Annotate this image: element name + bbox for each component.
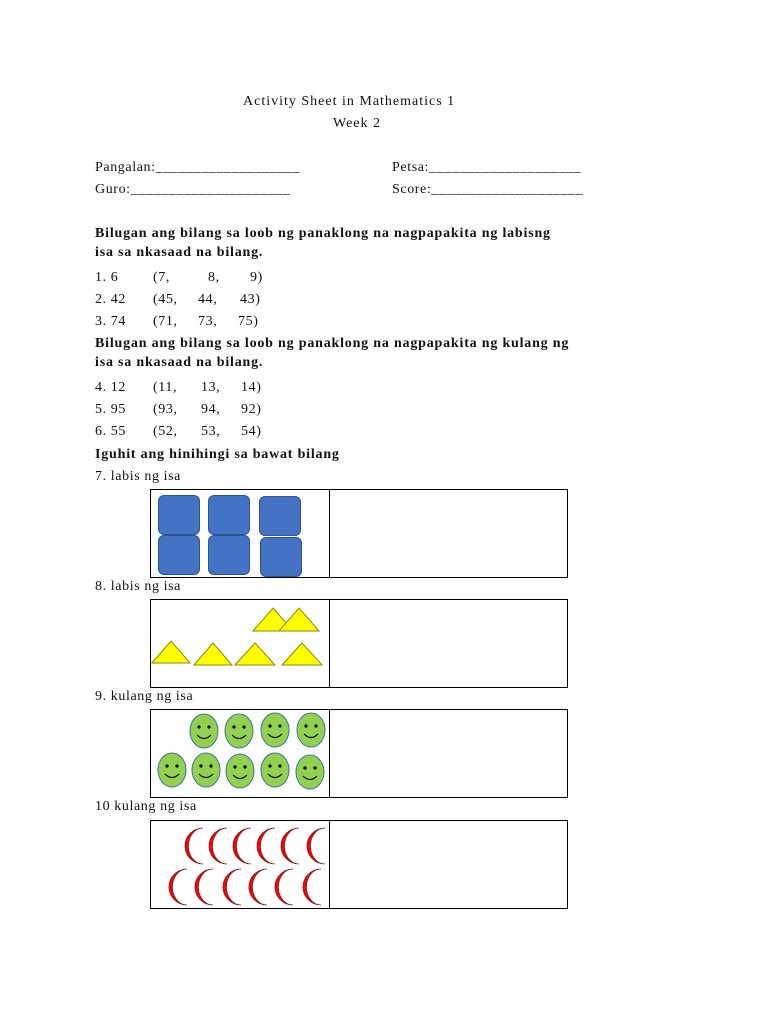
drawing-area[interactable] — [330, 600, 567, 687]
option[interactable]: 13, — [201, 380, 221, 395]
answer-table-10 — [150, 820, 568, 909]
yellow-triangles — [151, 600, 329, 687]
option[interactable]: (45, — [153, 292, 178, 307]
option[interactable]: 73, — [198, 314, 218, 329]
teacher-field[interactable]: Guro:_____________________ — [95, 182, 291, 197]
blue-square-icon — [260, 537, 302, 577]
yellow-triangle-icon — [152, 641, 190, 663]
question-7-label: 7. labis ng isa — [95, 469, 181, 484]
picture-cell — [151, 710, 330, 797]
green-smileys — [151, 710, 329, 797]
question-8-label: 8. labis ng isa — [95, 579, 181, 594]
instruction-less-than-line1: Bilugan ang bilang sa loob ng panaklong na nagpapakita ng kulang ng — [95, 336, 570, 351]
instruction-draw: Iguhit ang hinihingi sa bawat bilang — [95, 447, 340, 462]
picture-cell — [151, 821, 330, 908]
red-crescent-icon — [185, 828, 203, 864]
red-crescent-icon — [249, 869, 267, 905]
week-label: Week 2 — [333, 116, 382, 131]
score-field[interactable]: Score:____________________ — [392, 182, 584, 197]
green-smiley-icon — [192, 753, 220, 787]
red-crescent-icon — [223, 869, 241, 905]
blue-square-icon — [158, 535, 200, 575]
red-crescent-icon — [195, 869, 213, 905]
question-number: 6. 55 — [95, 424, 126, 439]
question-number: 5. 95 — [95, 402, 126, 417]
question-number: 1. 6 — [95, 270, 119, 285]
red-crescent-icon — [169, 869, 187, 905]
green-smiley-icon — [225, 714, 253, 748]
green-smiley-icon — [297, 713, 325, 747]
red-crescent-icon — [233, 828, 251, 864]
instruction-more-than-line1: Bilugan ang bilang sa loob ng panaklong na nagpapakita ng labisng — [95, 226, 551, 241]
blue-square-icon — [259, 496, 301, 536]
answer-table-8 — [150, 599, 568, 688]
green-smiley-icon — [261, 753, 289, 787]
question-number: 3. 74 — [95, 314, 126, 329]
yellow-triangle-icon — [235, 643, 275, 665]
yellow-triangle-icon — [194, 643, 232, 665]
option[interactable]: 14) — [241, 380, 262, 395]
question-10-label: 10 kulang ng isa — [95, 799, 197, 814]
option[interactable]: 53, — [201, 424, 221, 439]
red-crescent-icon — [209, 828, 227, 864]
green-smiley-icon — [158, 753, 186, 787]
name-field[interactable]: Pangalan:___________________ — [95, 160, 301, 175]
option[interactable]: (7, — [153, 270, 170, 285]
red-crescent-icon — [257, 828, 275, 864]
blue-square-icon — [208, 495, 250, 535]
drawing-area[interactable] — [330, 710, 567, 797]
option[interactable]: (11, — [153, 380, 178, 395]
option[interactable]: (52, — [153, 424, 178, 439]
red-crescents — [151, 821, 329, 908]
green-smiley-icon — [261, 713, 289, 747]
instruction-more-than-line2: isa sa nkasaad na bilang. — [95, 245, 264, 260]
option[interactable]: 43) — [240, 292, 261, 307]
answer-table-9 — [150, 709, 568, 798]
question-number: 4. 12 — [95, 380, 126, 395]
red-crescent-icon — [275, 869, 293, 905]
option[interactable]: 54) — [241, 424, 262, 439]
option[interactable]: 94, — [201, 402, 221, 417]
green-smiley-icon — [190, 714, 218, 748]
option[interactable]: 75) — [238, 314, 259, 329]
red-crescent-icon — [281, 828, 299, 864]
blue-square-icon — [208, 535, 250, 575]
option[interactable]: (71, — [153, 314, 178, 329]
red-crescent-icon — [307, 828, 325, 864]
green-smiley-icon — [296, 755, 324, 789]
question-9-label: 9. kulang ng isa — [95, 689, 194, 704]
drawing-area[interactable] — [330, 821, 567, 908]
option[interactable]: 44, — [198, 292, 218, 307]
page-title: Activity Sheet in Mathematics 1 — [243, 94, 456, 109]
option[interactable]: 8, — [208, 270, 220, 285]
question-number: 2. 42 — [95, 292, 126, 307]
picture-cell — [151, 490, 330, 577]
option[interactable]: 9) — [250, 270, 263, 285]
yellow-triangle-icon — [279, 608, 319, 631]
date-field[interactable]: Petsa:____________________ — [392, 160, 582, 175]
option[interactable]: (93, — [153, 402, 178, 417]
option[interactable]: 92) — [241, 402, 262, 417]
instruction-less-than-line2: isa sa nkasaad na bilang. — [95, 355, 264, 370]
drawing-area[interactable] — [330, 490, 567, 577]
green-smiley-icon — [226, 754, 254, 788]
red-crescent-icon — [303, 869, 321, 905]
answer-table-7 — [150, 489, 568, 578]
yellow-triangle-icon — [282, 643, 322, 665]
blue-square-icon — [158, 495, 200, 535]
picture-cell — [151, 600, 330, 687]
